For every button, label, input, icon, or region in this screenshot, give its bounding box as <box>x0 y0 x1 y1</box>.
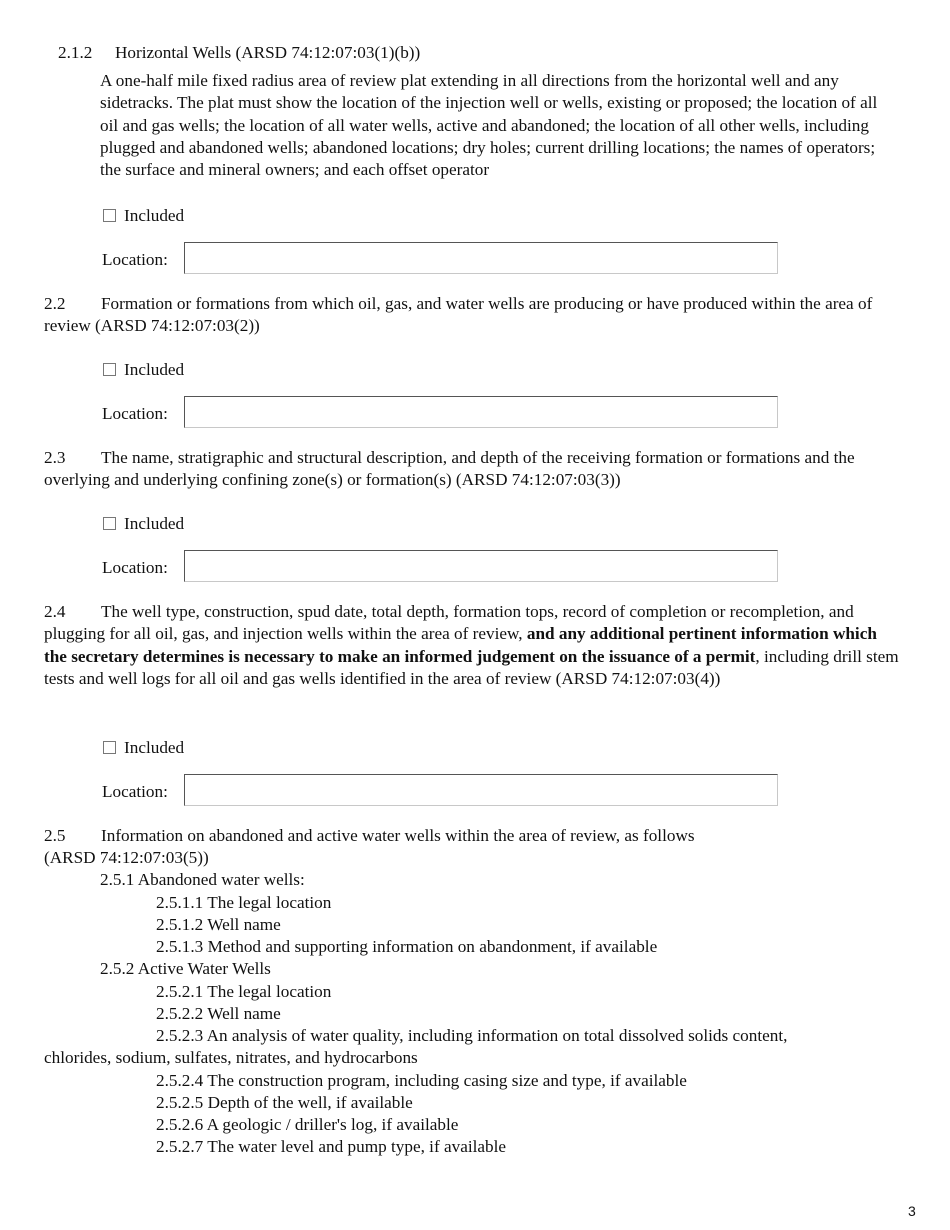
section-2-4-text <box>44 601 904 690</box>
abandoned-wells-heading: 2.5.1 Abandoned water wells: <box>100 870 305 889</box>
included-checkbox-2-3[interactable] <box>103 517 116 530</box>
included-label: Included <box>124 206 185 225</box>
active-wells-heading: 2.5.2 Active Water Wells <box>100 959 271 978</box>
section-2-5-line2: (ARSD 74:12:07:03(5)) <box>44 848 209 867</box>
section-number: 2.5 <box>44 826 66 845</box>
section-body: Formation or formations from which oil, gas, and water wells are producing or have produced within the area of review (ARSD 74:12:07:03(2)) <box>44 294 873 336</box>
section-body: The name, stratigraphic and structural description, and depth of the receiving formation or formations and the overlying and underlying confining zone(s) or formation(s) (ARSD 74:12:07:03(3)) <box>44 448 855 490</box>
list-item: 2.5.2.5 Depth of the well, if available <box>156 1093 413 1112</box>
section-2-5-line1 <box>44 825 695 847</box>
page-number: 3 <box>908 1203 916 1219</box>
location-label: Location: <box>102 782 168 801</box>
section-body: Information on abandoned and active water wells within the area of review, as follows <box>101 826 695 845</box>
list-item: 2.5.1.3 Method and supporting information on abandonment, if available <box>156 937 658 956</box>
section-2-1-2-body: A one-half mile fixed radius area of review plat extending in all directions from the horizontal well and any sidetracks. The plat must show the location of the injection well or wells, existing or proposed; the location of all oil and gas wells; the location of all water wells, active and abandoned; the location of all other wells, including plugged and abandoned wells; abandoned locations; dry holes; current drilling locations; the names of operators; the surface and mineral owners; and each offset operator <box>100 71 878 180</box>
section-body-start: The well type, construction, spud date, total depth, formation tops, record of completion or recompletion, and plugging for all oil, gas, and injection wells within the area of review, <box>44 602 854 644</box>
section-2-2-text <box>44 293 904 338</box>
list-item: 2.5.2.6 A geologic / driller's log, if available <box>156 1115 459 1134</box>
list-item: 2.5.2.1 The legal location <box>156 982 332 1001</box>
location-input-2-1-2[interactable] <box>184 242 778 274</box>
included-label: Included <box>124 360 185 379</box>
section-number: 2.1.2 <box>58 43 93 62</box>
location-input-2-2[interactable] <box>184 396 778 428</box>
included-checkbox-2-1-2[interactable] <box>103 209 116 222</box>
section-number: 2.2 <box>44 294 66 313</box>
location-input-2-4[interactable] <box>184 774 778 806</box>
location-label: Location: <box>102 404 168 423</box>
included-checkbox-2-2[interactable] <box>103 363 116 376</box>
location-input-2-3[interactable] <box>184 550 778 582</box>
included-label: Included <box>124 514 185 533</box>
location-label: Location: <box>102 250 168 269</box>
included-checkbox-2-4[interactable] <box>103 741 116 754</box>
section-2-3-text <box>44 447 904 492</box>
list-item-continuation: chlorides, sodium, sulfates, nitrates, and hydrocarbons <box>44 1048 418 1067</box>
location-label: Location: <box>102 558 168 577</box>
list-item: 2.5.2.3 An analysis of water quality, including information on total dissolved solids content, <box>156 1026 788 1045</box>
section-body-end: , including drill stem tests and well logs for all oil and gas wells identified in the area of review (ARSD 74:12:07:03(4)) <box>44 646 899 688</box>
list-item: 2.5.2.7 The water level and pump type, if available <box>156 1137 507 1156</box>
section-number: 2.4 <box>44 602 66 621</box>
list-item: 2.5.2.2 Well name <box>156 1004 281 1023</box>
included-label: Included <box>124 738 185 757</box>
section-number: 2.3 <box>44 448 66 467</box>
section-2-1-2-heading <box>58 42 420 64</box>
list-item: 2.5.1.2 Well name <box>156 915 281 934</box>
section-title: Horizontal Wells (ARSD 74:12:07:03(1)(b)) <box>115 43 421 62</box>
section-body-bold: and any additional pertinent information which the secretary determines is necessary to make an informed judgement on the issuance of a permit <box>44 624 877 666</box>
list-item: 2.5.2.4 The construction program, including casing size and type, if available <box>156 1071 687 1090</box>
list-item: 2.5.1.1 The legal location <box>156 893 332 912</box>
